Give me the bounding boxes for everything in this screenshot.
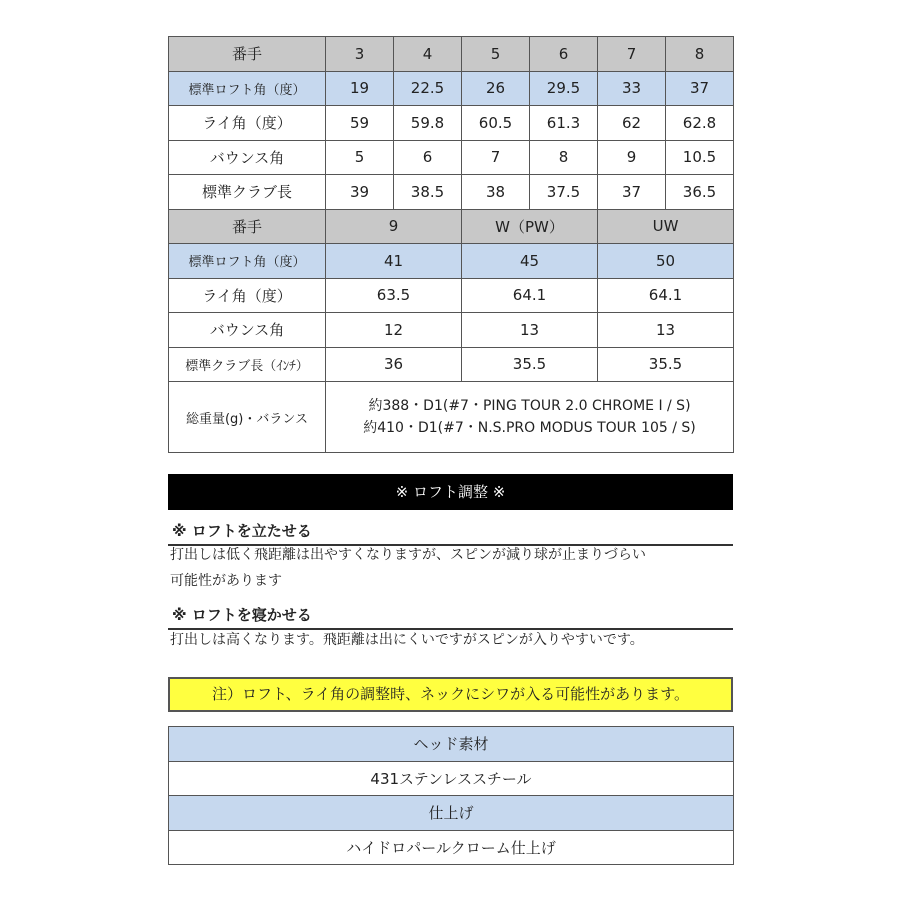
table-cell: 62 <box>598 106 666 141</box>
caution-note: 注）ロフト、ライ角の調整時、ネックにシワが入る可能性があります。 <box>168 677 733 712</box>
loft-row-2 <box>169 244 734 279</box>
table-cell: 35.5 <box>598 347 734 382</box>
table-cell: 61.3 <box>530 106 598 141</box>
table-cell: 13 <box>598 313 734 348</box>
header-cell: 番手 <box>169 209 326 244</box>
header-cell: 4 <box>394 37 462 72</box>
table-cell: 12 <box>326 313 462 348</box>
length-row <box>169 175 734 210</box>
table-cell: 59 <box>326 106 394 141</box>
material-table <box>168 726 734 865</box>
table-cell: 36 <box>326 347 462 382</box>
head-material-label: ヘッド素材 <box>169 727 734 762</box>
weight-row <box>169 382 734 453</box>
table-cell: 9 <box>598 140 666 175</box>
row-label: 標準ロフト角（度） <box>169 71 326 106</box>
weight-line-1: 約388・D1(#7・PING TOUR 2.0 CHROME I / S) <box>368 398 691 414</box>
header-cell: 9 <box>326 209 462 244</box>
table-cell: 13 <box>462 313 598 348</box>
header-cell: 番手 <box>169 37 326 72</box>
row-label: バウンス角 <box>169 140 326 175</box>
table-cell: 63.5 <box>326 278 462 313</box>
loft-stand-desc-line-1: 打出しは低く飛距離は出やすくなりますが、スピンが減り球が止まりづらい <box>170 547 646 563</box>
table-cell: 62.8 <box>666 106 734 141</box>
loft-lay-description: 打出しは高くなります。飛距離は出にくいですがスピンが入りやすいです。 <box>170 632 644 648</box>
table-cell: 7 <box>462 140 530 175</box>
header-cell: W（PW） <box>462 209 598 244</box>
table-cell: 41 <box>326 244 462 279</box>
table-cell: 19 <box>326 71 394 106</box>
table-cell: 29.5 <box>530 71 598 106</box>
bounce-row <box>169 140 734 175</box>
finish-label: 仕上げ <box>169 796 734 831</box>
loft-stand-desc-line-2: 可能性があります <box>170 573 282 589</box>
table-cell: 38 <box>462 175 530 210</box>
spec-table <box>168 36 734 453</box>
row-label: ライ角（度） <box>169 278 326 313</box>
finish-value: ハイドロパールクローム仕上げ <box>169 830 734 865</box>
loft-row <box>169 71 734 106</box>
row-label: 標準ロフト角（度） <box>169 244 326 279</box>
table-cell: 37 <box>598 175 666 210</box>
table-cell: 6 <box>394 140 462 175</box>
table-cell: 36.5 <box>666 175 734 210</box>
table-cell: 8 <box>530 140 598 175</box>
row-label: 標準クラブ長（ｲﾝﾁ） <box>169 347 326 382</box>
header-cell: UW <box>598 209 734 244</box>
table-cell: 22.5 <box>394 71 462 106</box>
table-cell: 64.1 <box>598 278 734 313</box>
weight-line-2: 約410・D1(#7・N.S.PRO MODUS TOUR 105 / S) <box>363 420 696 436</box>
club-number-header-row <box>169 37 734 72</box>
table-cell: 35.5 <box>462 347 598 382</box>
header-cell: 3 <box>326 37 394 72</box>
length-row-2 <box>169 347 734 382</box>
table-cell: 60.5 <box>462 106 530 141</box>
table-cell: 26 <box>462 71 530 106</box>
loft-adjust-title: ※ ロフト調整 ※ <box>168 474 733 510</box>
table-cell: 64.1 <box>462 278 598 313</box>
row-label: 標準クラブ長 <box>169 175 326 210</box>
lie-row <box>169 106 734 141</box>
header-cell: 6 <box>530 37 598 72</box>
loft-lay-heading: ※ ロフトを寝かせる <box>168 604 733 630</box>
header-cell: 8 <box>666 37 734 72</box>
table-cell: 59.8 <box>394 106 462 141</box>
table-cell: 38.5 <box>394 175 462 210</box>
club-number-header-row-2 <box>169 209 734 244</box>
lie-row-2 <box>169 278 734 313</box>
header-cell: 5 <box>462 37 530 72</box>
head-material-value: 431ステンレススチール <box>169 761 734 796</box>
table-cell: 37.5 <box>530 175 598 210</box>
table-cell: 37 <box>666 71 734 106</box>
loft-stand-description <box>170 542 730 594</box>
table-cell: 45 <box>462 244 598 279</box>
table-cell: 10.5 <box>666 140 734 175</box>
row-label: 総重量(g)・バランス <box>169 382 326 453</box>
loft-stand-heading: ※ ロフトを立たせる <box>168 520 733 546</box>
weight-cell <box>326 382 734 453</box>
row-label: ライ角（度） <box>169 106 326 141</box>
table-cell: 5 <box>326 140 394 175</box>
bounce-row-2 <box>169 313 734 348</box>
table-cell: 39 <box>326 175 394 210</box>
table-cell: 50 <box>598 244 734 279</box>
table-cell: 33 <box>598 71 666 106</box>
row-label: バウンス角 <box>169 313 326 348</box>
header-cell: 7 <box>598 37 666 72</box>
